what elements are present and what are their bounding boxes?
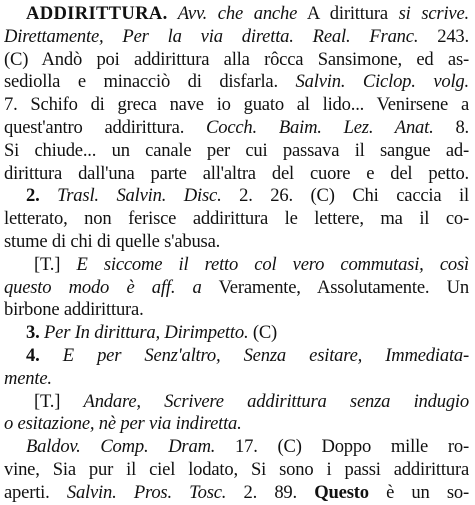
entry-line-2: Direttamente, Per la via diretta. Real. Franc. 243. bbox=[4, 25, 469, 47]
entry-line-9: 2. Trasl. Salvin. Disc. 2. 26. (C) Chi caccia il bbox=[26, 185, 469, 207]
entry-line-1: ADDIRITTURA. Avv. che anche A dirittura si scrive. bbox=[26, 3, 469, 24]
sense-number: 4. bbox=[26, 344, 63, 366]
entry-line-10: letterato, non ferisce addirittura le lettere, ma il co- bbox=[4, 208, 469, 230]
entry-line-4: sediolla e minacciò di disfarla. Salvin. Ciclop. volg. bbox=[4, 71, 469, 93]
entry-line-17: mente. bbox=[4, 367, 52, 389]
entry-line-11: stume di chi di quelle s'abusa. bbox=[4, 230, 221, 252]
entry-line-15: 3. Per In dirittura, Dirimpetto. (C) bbox=[26, 322, 278, 344]
entry-line-22: aperti. Salvin. Pros. Tosc. 2. 89. Questo è un so- bbox=[4, 481, 469, 503]
entry-line-14: birbone addirittura. bbox=[4, 299, 144, 321]
headword: ADDIRITTURA bbox=[26, 3, 163, 24]
entry-line-12: [T.] E siccome il retto col vero commutasi, così bbox=[34, 253, 469, 275]
entry-line-19: o esitazione, nè per via indiretta. bbox=[4, 413, 242, 435]
entry-line-6: quest'antro addirittura. Cocch. Baim. Lez. Anat. 8. bbox=[4, 116, 469, 138]
editor-mark: [T.] bbox=[34, 390, 84, 412]
sense-number: 3. bbox=[26, 322, 44, 344]
entry-line-7: Si chiude... un canale per cui passava il sangue ad- bbox=[4, 139, 469, 161]
entry-line-13: questo modo è aff. a Veramente, Assolutamente. Un bbox=[4, 276, 469, 298]
editor-mark: [T.] bbox=[34, 253, 77, 275]
entry-line-20: Baldov. Comp. Dram. 17. (C) Doppo mille ro- bbox=[26, 436, 469, 458]
entry-line-8: dirittura dall'una parte all'altra del cuore e del petto. bbox=[4, 162, 469, 184]
entry-line-18: [T.] Andare, Scrivere addirittura senza indugio bbox=[34, 390, 469, 412]
entry-line-21: vine, Sia pur il ciel lodato, Si sono i passi addirittura bbox=[4, 458, 469, 480]
sense-number: 2. bbox=[26, 185, 58, 207]
entry-line-16: 4. E per Senz'altro, Senza esitare, Immediata- bbox=[26, 344, 469, 366]
entry-line-5: 7. Schifo di greca nave io guato al lido... Venirsene a bbox=[4, 94, 469, 116]
entry-line-3: (C) Andò poi addirittura alla rôcca Sansimone, ed as- bbox=[4, 48, 469, 70]
